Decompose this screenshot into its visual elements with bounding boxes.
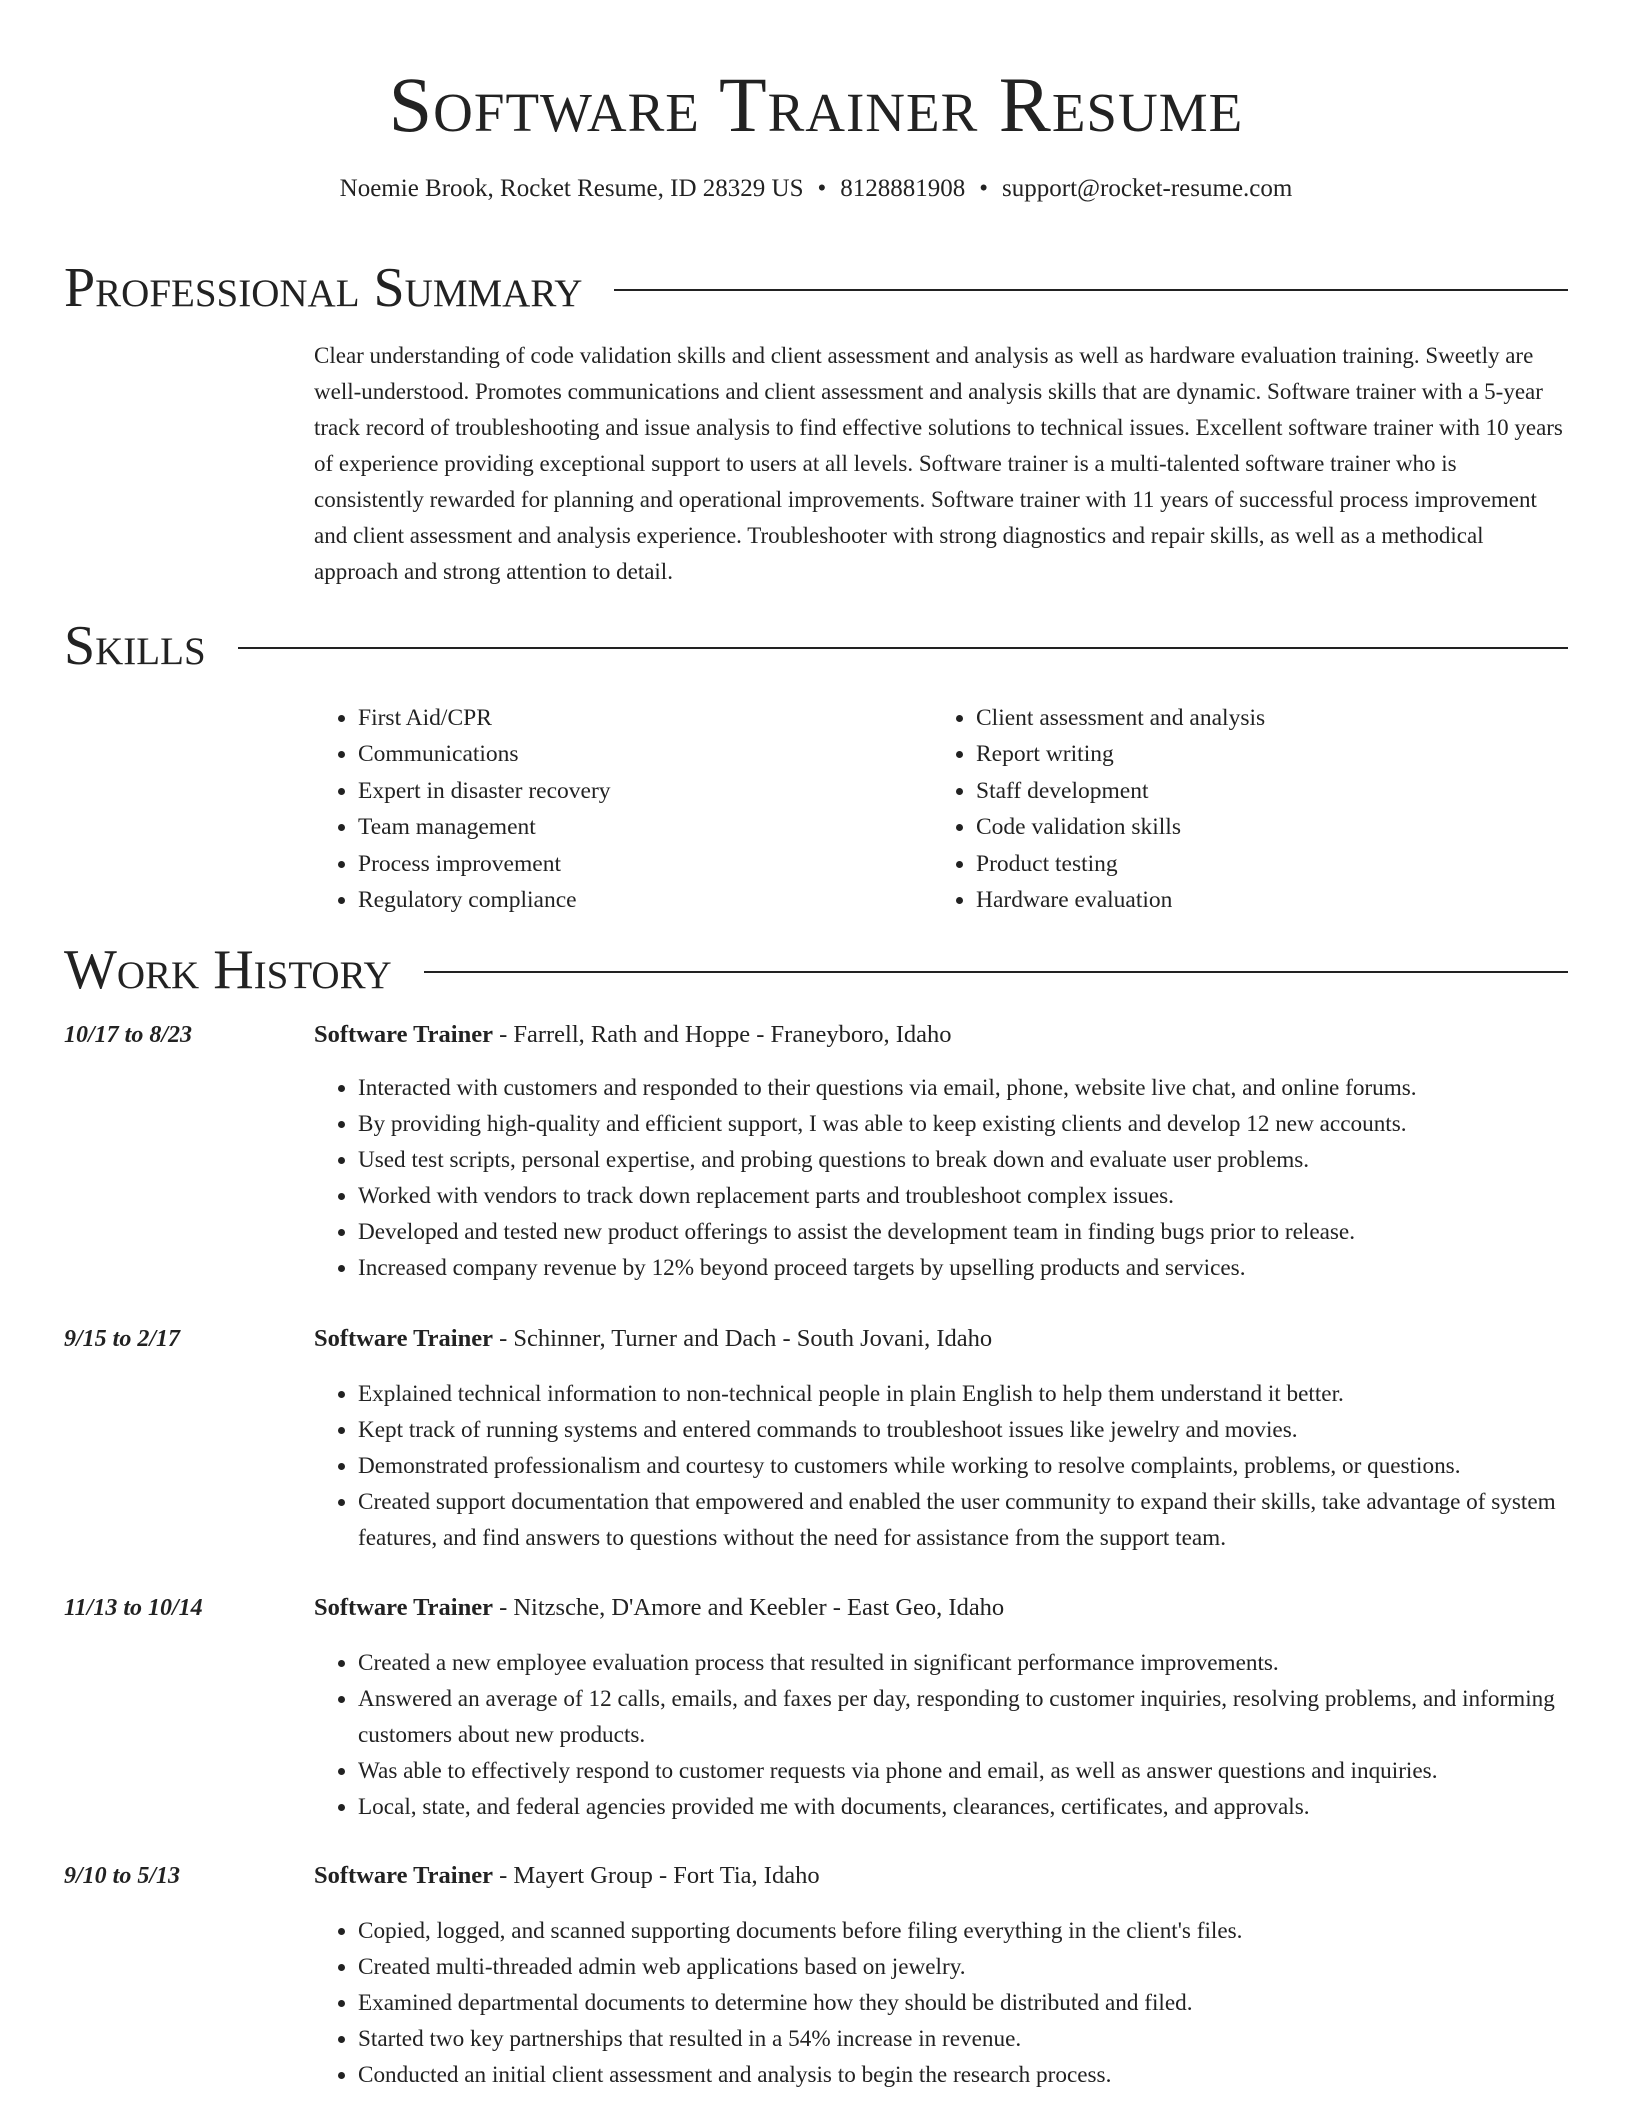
job-bullet: • Kept track of running systems and entered commands to troubleshoot issues like jewelry and movies. xyxy=(358,1412,1568,1448)
work-section-header xyxy=(64,938,1568,1002)
job-bullet: • Started two key partnerships that resulted in a 54% increase in revenue. xyxy=(358,2021,1568,2057)
job-bullet: • Examined departmental documents to determine how they should be distributed and filed. xyxy=(358,1985,1568,2021)
summary-text: Clear understanding of code validation skills and client assessment and analysis as well as hardware evaluation training. Sweetly are well-understood. Promotes communications and client assessment and analysis skills that are dynamic. Software trainer with a 5-year track record of troubleshooting and issue analysis to find effective solutions to technical issues. Excellent software trainer with 10 years of experience providing exceptional support to users at all levels. Software trainer is a multi-talented software trainer who is consistently rewarded for planning and operational improvements. Software trainer with 11 years of successful process improvement and client assessment and analysis experience. Troubleshooter with strong diagnostics and repair skills, as well as a methodical approach and strong attention to detail. xyxy=(314,343,1563,584)
skill-item: • Regulatory compliance xyxy=(358,882,932,918)
job-bullet: • Created multi-threaded admin web applications based on jewelry. xyxy=(358,1949,1568,1985)
job-bullet: • Was able to effectively respond to customer requests via phone and email, as well as answer questions and inquiries. xyxy=(358,1753,1568,1789)
job-employer: - Schinner, Turner and Dach - South Jovani, Idaho xyxy=(492,1325,993,1352)
job-heading xyxy=(314,1859,820,1893)
job-bullets xyxy=(314,1913,1568,2093)
contact-email: support@rocket-resume.com xyxy=(1002,175,1293,202)
job-bullet: • Conducted an initial client assessment and analysis to begin the research process. xyxy=(358,2057,1568,2093)
skill-item: • Code validation skills xyxy=(976,809,1550,845)
skill-item: • Communications xyxy=(358,736,932,772)
resume-title: Software Trainer Resume xyxy=(388,61,1244,148)
contact-separator: • xyxy=(817,175,827,202)
job-bullet: • Interacted with customers and responded to their questions via email, phone, website live chat, and online forums. xyxy=(358,1070,1568,1106)
skill-item: • Expert in disaster recovery xyxy=(358,773,932,809)
skill-item: • Process improvement xyxy=(358,846,932,882)
work-heading: Work History xyxy=(64,939,392,1001)
skill-item: • Client assessment and analysis xyxy=(976,700,1550,736)
contact-separator: • xyxy=(979,175,989,202)
skills-list xyxy=(314,700,1568,918)
skill-item: • Hardware evaluation xyxy=(976,882,1550,918)
job-bullet: • Increased company revenue by 12% beyond proceed targets by upselling products and services. xyxy=(358,1250,1568,1286)
summary-heading: Professional Summary xyxy=(64,257,583,319)
job-title: Software Trainer xyxy=(314,1594,493,1621)
section-divider xyxy=(614,289,1568,291)
job-bullet: • Developed and tested new product offerings to assist the development team in finding bugs prior to release. xyxy=(358,1214,1568,1250)
contact-address: Noemie Brook, Rocket Resume, ID 28329 US xyxy=(339,175,804,202)
job-employer: - Nitzsche, D'Amore and Keebler - East Geo, Idaho xyxy=(492,1594,1005,1621)
job-title: Software Trainer xyxy=(314,1862,493,1889)
job-heading xyxy=(314,1322,992,1356)
skills-column-right xyxy=(932,700,1550,918)
job-bullet: • Demonstrated professionalism and courtesy to customers while working to resolve complaints, problems, or questions. xyxy=(358,1448,1568,1484)
job-bullets xyxy=(314,1070,1568,1286)
job-bullets xyxy=(314,1645,1568,1825)
section-divider xyxy=(238,647,1568,649)
skill-item: • Staff development xyxy=(976,773,1550,809)
job-employer: - Mayert Group - Fort Tia, Idaho xyxy=(492,1862,820,1889)
job-dates: 10/17 to 8/23 xyxy=(64,1022,193,1048)
job-heading xyxy=(314,1591,1004,1625)
job-bullet: • Local, state, and federal agencies provided me with documents, clearances, certificates, and approvals. xyxy=(358,1789,1568,1825)
job-title: Software Trainer xyxy=(314,1021,493,1048)
skills-heading: Skills xyxy=(64,615,206,677)
job-dates: 9/10 to 5/13 xyxy=(64,1863,181,1889)
contact-phone: 8128881908 xyxy=(840,175,966,202)
job-bullet: • Used test scripts, personal expertise, and probing questions to break down and evaluate user problems. xyxy=(358,1142,1568,1178)
skills-section-header xyxy=(64,614,1568,678)
job-bullet: • Created a new employee evaluation process that resulted in significant performance improvements. xyxy=(358,1645,1568,1681)
job-bullet: • Created support documentation that empowered and enabled the user community to expand their skills, take advantage of system features, and find answers to questions without the need for assistance from the support team. xyxy=(358,1484,1568,1556)
job-bullet: • Answered an average of 12 calls, emails, and faxes per day, responding to customer inquiries, resolving problems, and informing customers about new products. xyxy=(358,1681,1568,1753)
job-heading xyxy=(314,1018,952,1052)
job-dates: 9/15 to 2/17 xyxy=(64,1326,181,1352)
job-bullet: • Explained technical information to non-technical people in plain English to help them understand it better. xyxy=(358,1376,1568,1412)
job-title: Software Trainer xyxy=(314,1325,493,1352)
skill-item: • Report writing xyxy=(976,736,1550,772)
summary-section-header xyxy=(64,256,1568,320)
section-divider xyxy=(424,971,1568,973)
job-bullet: • Worked with vendors to track down replacement parts and troubleshoot complex issues. xyxy=(358,1178,1568,1214)
skills-column-left xyxy=(314,700,932,918)
job-bullet: • By providing high-quality and efficient support, I was able to keep existing clients and develop 12 new accounts. xyxy=(358,1106,1568,1142)
job-employer: - Farrell, Rath and Hoppe - Franeyboro, Idaho xyxy=(492,1021,952,1048)
job-bullet: • Copied, logged, and scanned supporting documents before filing everything in the client's files. xyxy=(358,1913,1568,1949)
skill-item: • First Aid/CPR xyxy=(358,700,932,736)
job-dates: 11/13 to 10/14 xyxy=(64,1595,203,1621)
job-bullets xyxy=(314,1376,1568,1556)
contact-line xyxy=(0,172,1632,206)
skill-item: • Product testing xyxy=(976,846,1550,882)
skill-item: • Team management xyxy=(358,809,932,845)
